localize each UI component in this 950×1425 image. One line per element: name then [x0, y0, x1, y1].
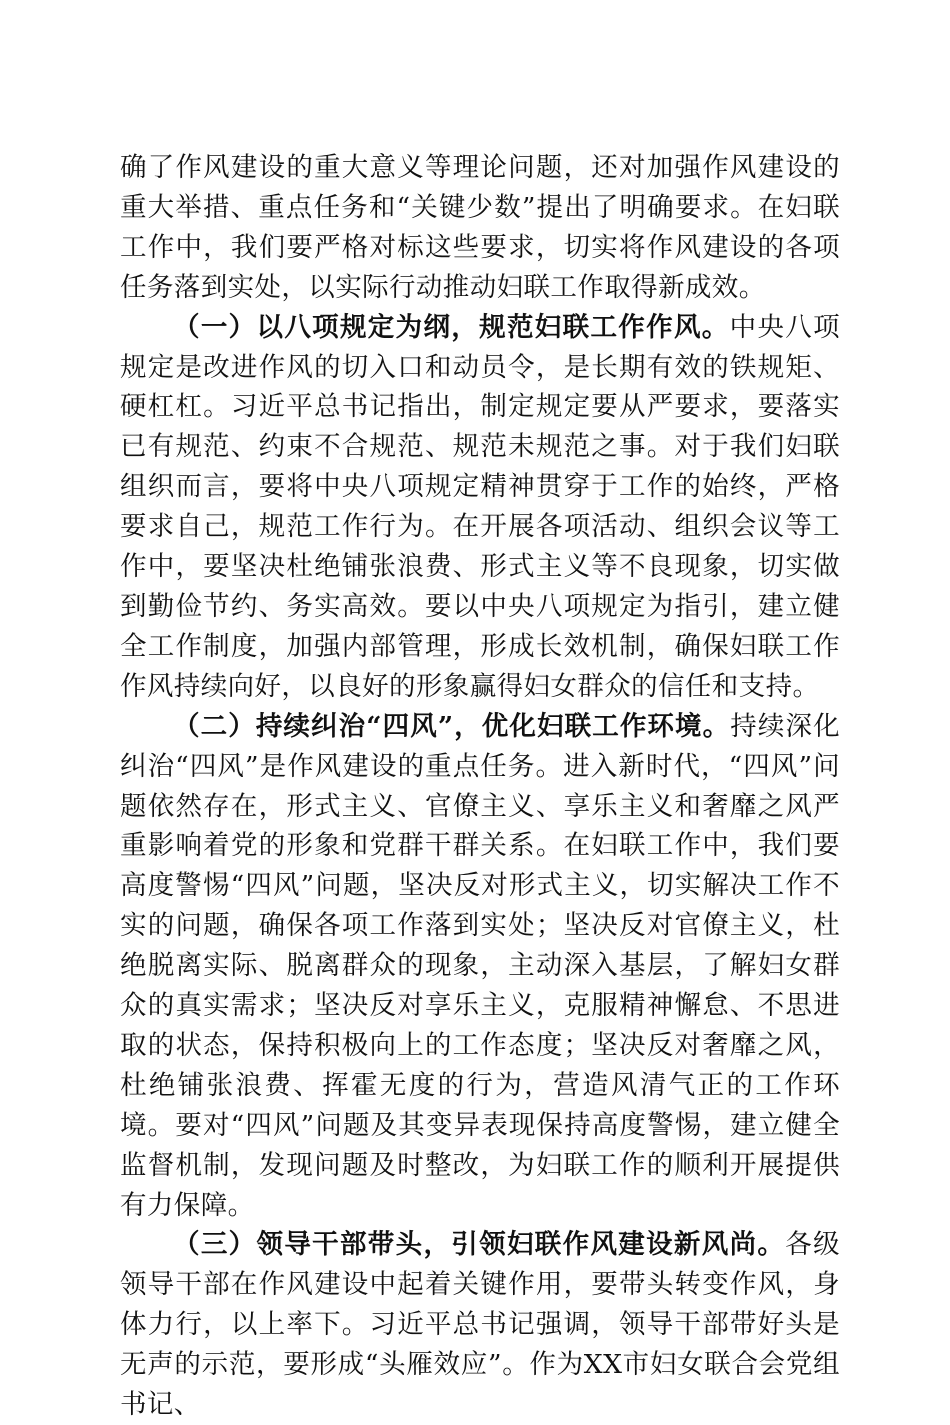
- paragraph-section-2: [120, 707, 840, 1226]
- paragraph-body: 中央八项规定是改进作风的切入口和动员令，是长期有效的铁规矩、硬杠杠。习近平总书记指出，制定规定要从严要求，要落实已有规范、约束不合规范、规范未规范之事。对于我们妇联组织而言，要将中央八项规定精神贯穿于工作的始终，严格要求自己，规范工作行为。在开展各项活动、组织会议等工作中，要坚决杜绝铺张浪费、形式主义等不良现象，切实做到勤俭节约、务实高效。要以中央八项规定为指引，建立健全工作制度，加强内部管理，形成长效机制，确保妇联工作作风持续向好，以良好的形象赢得妇女群众的信任和支持。: [120, 311, 840, 702]
- paragraph-body: 确了作风建设的重大意义等理论问题，还对加强作风建设的重大举措、重点任务和“关键少数”提出了明确要求。在妇联工作中，我们要严格对标这些要求，切实将作风建设的各项任务落到实处，以实际行动推动妇联工作取得新成效。: [120, 152, 840, 303]
- section-heading: （三）领导干部带头，引领妇联作风建设新风尚。: [173, 1229, 786, 1261]
- paragraph-body: 持续深化纠治“四风”是作风建设的重点任务。进入新时代，“四风”问题依然存在，形式主义、官僚主义、享乐主义和奢靡之风严重影响着党的形象和党群干群关系。在妇联工作中，我们要高度警惕“四风”问题，坚决反对形式主义，切实解决工作不实的问题，确保各项工作落到实处；坚决反对官僚主义，杜绝脱离实际、脱离群众的现象，主动深入基层，了解妇女群众的真实需求；坚决反对享乐主义，克服精神懈怠、不思进取的状态，保持积极向上的工作态度；坚决反对奢靡之风，杜绝铺张浪费、挥霍无度的行为，营造风清气正的工作环境。要对“四风”问题及其变异表现保持高度警惕，建立健全监督机制，发现问题及时整改，为妇联工作的顺利开展提供有力保障。: [120, 710, 840, 1221]
- paragraph-continuation: [120, 148, 840, 308]
- paragraph-section-3: [120, 1225, 840, 1425]
- document-body: [120, 148, 840, 1425]
- paragraph-body: 各级领导干部在作风建设中起着关键作用，要带头转变作风，身体力行，以上率下。习近平总书记强调，领导干部带好头是无声的示范，要形成“头雁效应”。作为XX市妇女联合会党组书记、: [120, 1229, 840, 1421]
- section-heading: （一）以八项规定为纲，规范妇联工作作风。: [173, 311, 730, 343]
- section-heading: （二）持续纠治“四风”，优化妇联工作环境。: [173, 710, 731, 742]
- paragraph-section-1: [120, 308, 840, 707]
